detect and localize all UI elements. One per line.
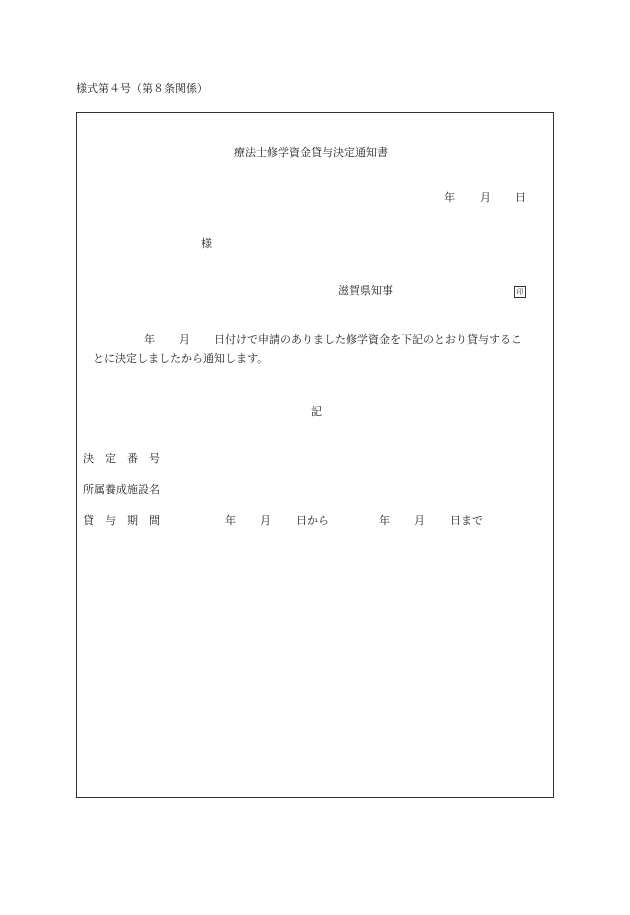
- official-seal-mark: [514, 284, 526, 298]
- loan-end-day: 日まで: [450, 514, 483, 527]
- body-line-1: 日付けで申請のありました修学資金を下記のとおり貸与するこ: [214, 333, 522, 346]
- loan-period-label: 貸 与 期 間: [83, 514, 160, 527]
- date-year: 年: [444, 191, 455, 204]
- loan-start-year: 年: [225, 514, 236, 527]
- body-line-2: とに決定しましたから通知します。: [93, 352, 269, 365]
- body-year: 年: [144, 333, 155, 346]
- loan-start-month: 月: [260, 514, 271, 527]
- loan-start-day: 日から: [296, 514, 329, 527]
- loan-end-year: 年: [379, 514, 390, 527]
- facility-name-label: 所属養成施設名: [83, 483, 160, 496]
- body-month: 月: [179, 333, 190, 346]
- ki-heading: 記: [311, 405, 322, 418]
- date-month: 月: [480, 191, 491, 204]
- loan-end-month: 月: [414, 514, 425, 527]
- addressee-honorific: 様: [201, 237, 212, 250]
- form-number-label: 様式第４号（第８条関係）: [76, 82, 208, 95]
- decision-number-label: 決 定 番 号: [83, 452, 160, 465]
- date-day: 日: [515, 191, 526, 204]
- seal-icon: 印: [514, 286, 526, 298]
- issuer-name: 滋賀県知事: [338, 284, 393, 297]
- document-title: 療法士修学資金貸与決定通知書: [234, 146, 388, 159]
